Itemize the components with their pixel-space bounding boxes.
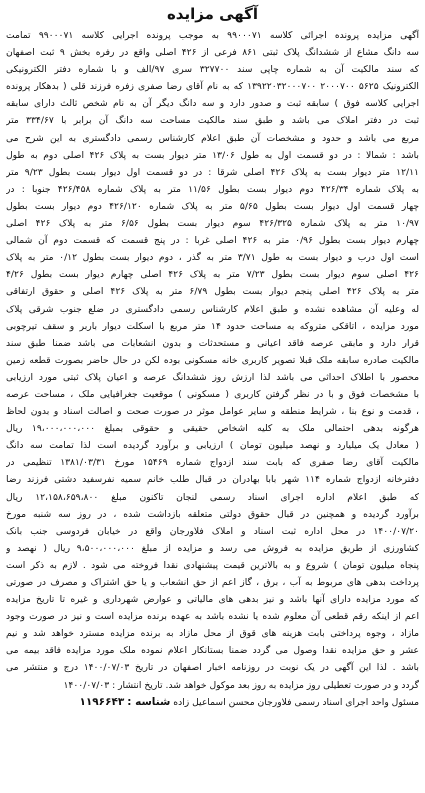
notice-line: ، قدمت و نوع بنا ، شرایط منطقه و سایر عوامل موثر در صورت صحت و اصالت اسناد و بدون لحاظ	[6, 406, 419, 418]
notice-line: سه دانگ مشاع از ششدانگ پلاک ثبتی ۸۶۱ فرعی از ۴۲۶ اصلی واقع در رفره بخش ۹ ثبت اصفهان	[6, 47, 419, 59]
notice-line: مورد مزایده ، اتاقکی متروکه به مساحت حدود ۱۴ متر مربع با اسکلت دیوار باربر و سقف تیرچوبی	[6, 320, 419, 332]
notice-line: ۱۰/۹۷ متر به پلاک شماره ۴۲۶/۳۲۵ سوم دیوار بست بطول ۶/۵۶ متر به پلاک ۴۲۶ اصلی	[6, 218, 419, 230]
notice-line: که سند مالکیت آن به شماره چاپی سند ۳۲۷۷۰۰ سری ۹۷/الف و با شماره دفتر الکترونیکی	[6, 64, 419, 76]
notice-line: هرگونه بدهی احتمالی ملک به کلیه اشخاص حقیقی و حقوقی بمبلغ ۱۹،۰۰۰،۰۰۰،۰۰۰ ریال	[6, 423, 419, 435]
notice-line: دفترخانه ازدواج شماره ۱۱۴ شهر بابا بهادران در قبال طلب خانم سمیه نفرسفید دشتی فرزند رضا	[6, 474, 419, 486]
notice-body	[6, 27, 419, 694]
notice-footer	[6, 694, 419, 711]
notice-line: پرداخت بدهی های مربوط به آب ، برق ، گاز اعم از حق انشعاب و یا حق اشتراک و مصرف در صورتی	[6, 577, 419, 588]
notice-line: با مشخصات فوق و با در نظر گرفتن کاربری ( مسکونی ) موقعیت جغرافیایی ملک ، مساحت عرصه	[6, 388, 419, 400]
notice-line: باشد : شمالا : در دو قسمت اول به طول ۱۳/۰۶ متر دیوار بست به پلاک ۴۲۶ اصلی دوم به طول	[6, 149, 419, 161]
notice-line: ۱۴۰۰/۰۷/۲۰ در محل اداره ثبت اسناد و املاک فلاورجان واقع در خیابان فردوسی جنب بانک	[6, 525, 419, 537]
notice-line: مربع می باشد و حدود و مشخصات آن طبق اعلام کارشناس رسمی دادگستری به این شرح می	[6, 132, 419, 144]
notice-line: مالکیت صادره سابقه ملک قبلا تصویر کاربری خانه مسکونی بوده لکن در حال حاضر بصورت قطعه زمین	[6, 354, 419, 366]
notice-line: که طبق اعلام اداره اجرای اسناد رسمی لنجان تاکنون مبلغ ۱۲،۱۵۸،۶۵۹،۸۰۰ ریال	[6, 491, 419, 503]
notice-line: اجرایی کلاسه فوق ) سابقه ثبت و صدور دارد و سه دانگ دیگر آن به نام شخص ثالث دارای سابقه	[6, 98, 419, 110]
footer-signature: مسئول واحد اجرای اسناد رسمی فلاورجان محسن اسماعیل زاده	[173, 696, 419, 708]
notice-line: چهارم دیوار بست بطول ۰/۹۶ متر به ۴۲۶ اصلی غربا : در پنج قسمت که قسمت دوم آن شمالی	[6, 235, 419, 247]
notice-line: قرار دارد و مابقی عرصه فاقد اعیانی و مستحدثات و بدون انشعابات می باشد ضمنا طبق سند	[6, 337, 419, 349]
tracking-label: شناسه :	[127, 695, 171, 708]
notice-line: مازاد ، وجوه پرداختی بابت هزینه های قوق از محل مازاد به برنده مزایده مسترد خواهد شد و نیم	[6, 628, 419, 640]
tracking-code: ۱۱۹۶۶۴۳	[79, 695, 125, 708]
notice-line: ۱۲/۱۱ متر دیوار بست به پلاک ۴۲۶ اصلی شرقا : در دو قسمت اول دیوار بست بطول ۹/۲۳ متر	[6, 166, 419, 178]
notice-line: پنجاه میلیون تومان ) شروع و به بالاترین قیمت پیشنهادی نقدا فروخته می شود . لازم به ذکر است	[6, 559, 419, 571]
notice-line: عشر و حق مزایده نقدا وصول می گردد ضمنا بستانکار اعلام نموده ملک مورد مزایده فاقد بیمه می	[6, 645, 419, 657]
notice-line: برآورد گردیده و همچنین در قبال حقوق دولتی متعلقه بازداشت شده ، در روز سه شنبه مورخ	[6, 508, 419, 520]
notice-line: باشد . لذا این آگهی در یک نوبت در روزنامه اخبار اصفهان در تاریخ ۱۴۰۰/۰۷/۰۳ درج و منتشر می	[6, 662, 419, 674]
notice-line: کشاورزی از طریق مزایده به فروش می رسد و مزایده از مبلغ ۹،۵۰۰،۰۰۰،۰۰۰ ریال ( نهصد و	[6, 542, 419, 554]
notice-line: که مورد مزایده دارای آنها باشد و نیز بدهی های مالیاتی و عوارض شهرداری و غیره تا تاریخ مزایده	[6, 594, 419, 606]
notice-line: ثبت در دفتر املاک می باشد و طبق سند مالکیت مساحت سه دانگ آن برابر با ۳۳۴/۶۷ متر	[6, 115, 419, 127]
notice-line: ( معادل یک میلیارد و نهصد میلیون تومان ) ارزیابی و برآورد گردیده است لذا تمامت سه دانگ	[6, 440, 419, 452]
notice-line: چهار قسمت اول دیوار بست بطول ۵/۶۵ متر به پلاک شماره ۴۲۶/۱۲۰ دوم دیوار بست بطول	[6, 200, 419, 212]
notice-line: به پلاک شماره ۴۲۶/۳۴ دوم دیوار بست بطول ۱۱/۵۶ متر به پلاک شماره ۴۲۶/۴۵۸ جنوبا : در	[6, 183, 419, 195]
notice-line: است اول درب و دیوار بست به طول ۳/۷۱ متر به گذر ، دوم دیوار بست بطول ۰/۱۲ متر به پلاک	[6, 252, 419, 264]
notice-line: الکترونیک ۵۶۲۵ ۲۰۰۰۷۰۰ ۱۳۹۲۲۰۳۲۰۰۰۷۰۰ که به نام آقای رضا صفری زفره فرزند قلی ( بدهکار پرونده	[6, 81, 419, 93]
notice-line: ۴۲۶ اصلی سوم دیوار بست بطول ۷/۲۳ متر به پلاک ۴۲۶ اصلی چهارم دیوار بست بطول ۴/۲۶	[6, 269, 419, 281]
notice-line: اعم از اینکه رقم قطعی آن معلوم شده یا نشده باشد به عهده برنده مزایده است و نیز در صورت وجود	[6, 611, 419, 623]
notice-line: محصور با اطلاک احداثی می باشد لذا ارزش روز ششدانگ عرصه و اعیان پلاک ثبتی مورد ارزیابی	[6, 371, 419, 383]
notice-line: گردد و در صورت تعطیلی روز مزایده به روز بعد موکول خواهد شد. تاریخ انتشار : ۱۴۰۰/۰۷/۰۳	[63, 679, 419, 691]
notice-line: مالکیت آقای رضا صفری که بابت سند ازدواج شماره ۱۵۴۶۹ مورخ ۱۳۸۱/۰۳/۳۱ تنظیمی در	[6, 457, 419, 469]
notice-line: آگهی مزایده پرونده اجرائی کلاسه ۹۹۰۰۰۷۱ به موجب پرونده اجرایی کلاسه ۹۹۰۰۰۷۱ تمامت	[6, 30, 419, 41]
notice-line: له وعلیه آن مشاهده نشده و طبق اعلام کارشناس رسمی دادگستری در ضلع جنوب شرقی پلاک	[6, 303, 419, 315]
notice-title: آگهی مزایده	[166, 5, 259, 23]
notice-line: متر به پلاک ۴۲۶ اصلی پنجم دیوار بست بطول ۶/۷۹ متر به پلاک ۴۲۶ اصلی و حقوق ارتفاقی	[6, 286, 419, 298]
